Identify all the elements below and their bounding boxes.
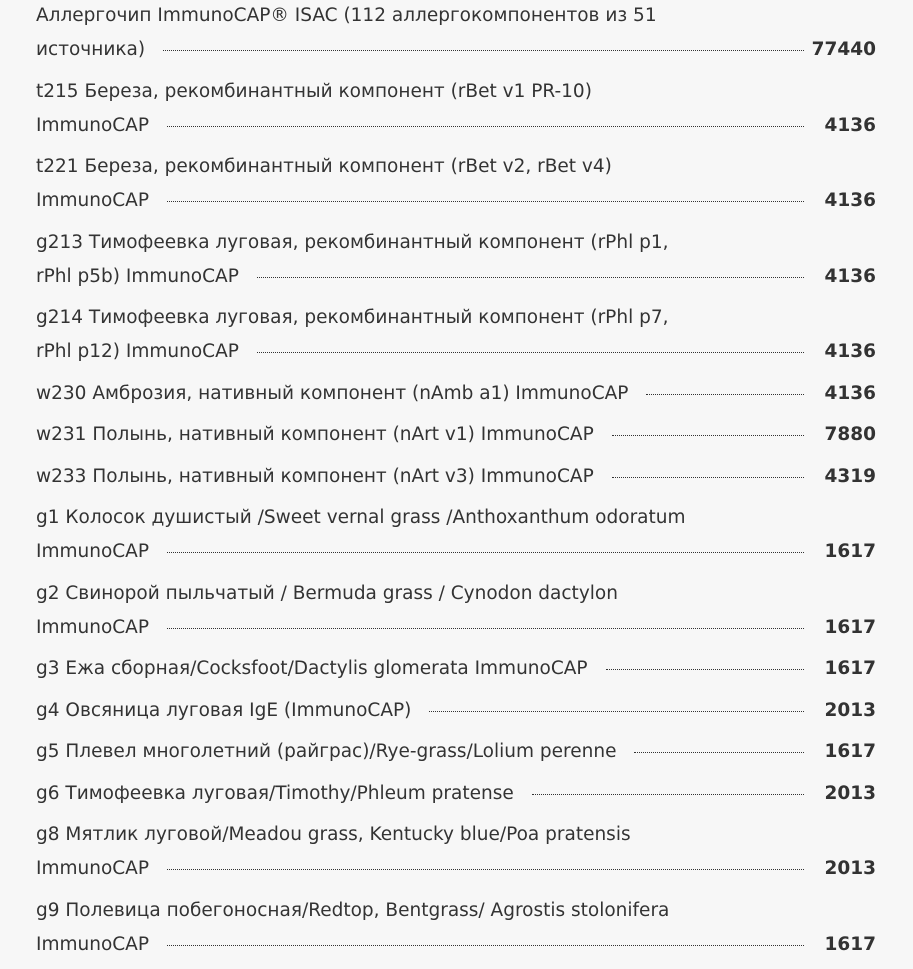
- service-name: w233 Полынь, нативный компонент (nArt v3) ImmunoCAP: [36, 466, 594, 487]
- dotted-leader: [612, 435, 804, 436]
- dotted-leader: [167, 628, 804, 629]
- service-name: g3 Ежа сборная/Cocksfoot/Dactylis glomerata ImmunoCAP: [36, 658, 588, 679]
- price-item[interactable]: [36, 0, 876, 75]
- service-name: g6 Тимофеевка луговая/Timothy/Phleum pratense: [36, 783, 514, 804]
- price-item[interactable]: [36, 735, 876, 777]
- service-name: t221 Береза, рекомбинантный компонент (rBet v2, rBet v4) ImmunoCAP: [36, 156, 612, 211]
- dotted-leader: [532, 794, 804, 795]
- dotted-leader: [167, 552, 804, 553]
- service-name: g4 Овсяница луговая IgE (ImmunoCAP): [36, 700, 411, 721]
- service-name: g8 Мятлик луговой/Meadou grass, Kentucky blue/Poa pratensis ImmunoCAP: [36, 824, 631, 879]
- service-name: w230 Амброзия, нативный компонент (nAmb a1) ImmunoCAP: [36, 383, 628, 404]
- dotted-leader: [167, 869, 804, 870]
- dotted-leader: [257, 277, 804, 278]
- service-price: 2013: [825, 852, 877, 886]
- service-name: Аллергочип ImmunoCAP® ISAC (112 аллергокомпонентов из 51 источника): [36, 5, 657, 60]
- service-name: g9 Полевица побегоносная/Redtop, Bentgrass/ Agrostis stolonifera ImmunoCAP: [36, 900, 669, 955]
- service-name: w231 Полынь, нативный компонент (nArt v1) ImmunoCAP: [36, 424, 594, 445]
- price-item[interactable]: [36, 501, 876, 577]
- service-price: 2013: [825, 777, 877, 811]
- price-item[interactable]: [36, 818, 876, 894]
- service-price: 1617: [825, 611, 877, 645]
- price-item[interactable]: [36, 150, 876, 226]
- price-item[interactable]: [36, 418, 876, 460]
- service-price: 4136: [825, 377, 877, 411]
- service-price: 77440: [812, 33, 876, 67]
- price-item[interactable]: [36, 577, 876, 653]
- dotted-leader: [167, 945, 804, 946]
- service-price: 1617: [825, 652, 877, 686]
- service-price: 4136: [825, 335, 877, 369]
- price-item[interactable]: [36, 694, 876, 736]
- service-name: g1 Колосок душистый /Sweet vernal grass /Anthoxanthum odoratum ImmunoCAP: [36, 507, 686, 562]
- service-name: g2 Свинорой пыльчатый / Bermuda grass / Cynodon dactylon ImmunoCAP: [36, 583, 618, 638]
- price-item[interactable]: [36, 301, 876, 377]
- dotted-leader: [634, 752, 804, 753]
- price-item[interactable]: [36, 75, 876, 151]
- price-item[interactable]: [36, 894, 876, 969]
- dotted-leader: [163, 50, 804, 51]
- dotted-leader: [257, 352, 804, 353]
- price-item[interactable]: [36, 460, 876, 502]
- dotted-leader: [167, 201, 804, 202]
- service-price: 4319: [825, 460, 877, 494]
- dotted-leader: [646, 394, 804, 395]
- service-name: g214 Тимофеевка луговая, рекомбинантный компонент (rPhl p7, rPhl p12) ImmunoCAP: [36, 307, 668, 362]
- service-price: 4136: [825, 109, 877, 143]
- service-name: t215 Береза, рекомбинантный компонент (rBet v1 PR-10) ImmunoCAP: [36, 81, 592, 136]
- service-price: 1617: [825, 735, 877, 769]
- dotted-leader: [612, 477, 804, 478]
- service-price: 2013: [825, 694, 877, 728]
- service-price: 1617: [825, 535, 877, 569]
- service-price: 1617: [825, 928, 877, 962]
- service-price: 7880: [825, 418, 877, 452]
- dotted-leader: [167, 126, 804, 127]
- service-name: g5 Плевел многолетний (райграс)/Rye-grass/Lolium perenne: [36, 741, 616, 762]
- price-item[interactable]: [36, 377, 876, 419]
- service-price: 4136: [825, 184, 877, 218]
- price-item[interactable]: [36, 226, 876, 302]
- price-item[interactable]: [36, 777, 876, 819]
- dotted-leader: [429, 711, 804, 712]
- dotted-leader: [606, 669, 804, 670]
- service-name: g213 Тимофеевка луговая, рекомбинантный компонент (rPhl p1, rPhl p5b) ImmunoCAP: [36, 232, 668, 287]
- price-item[interactable]: [36, 652, 876, 694]
- service-price: 4136: [825, 260, 877, 294]
